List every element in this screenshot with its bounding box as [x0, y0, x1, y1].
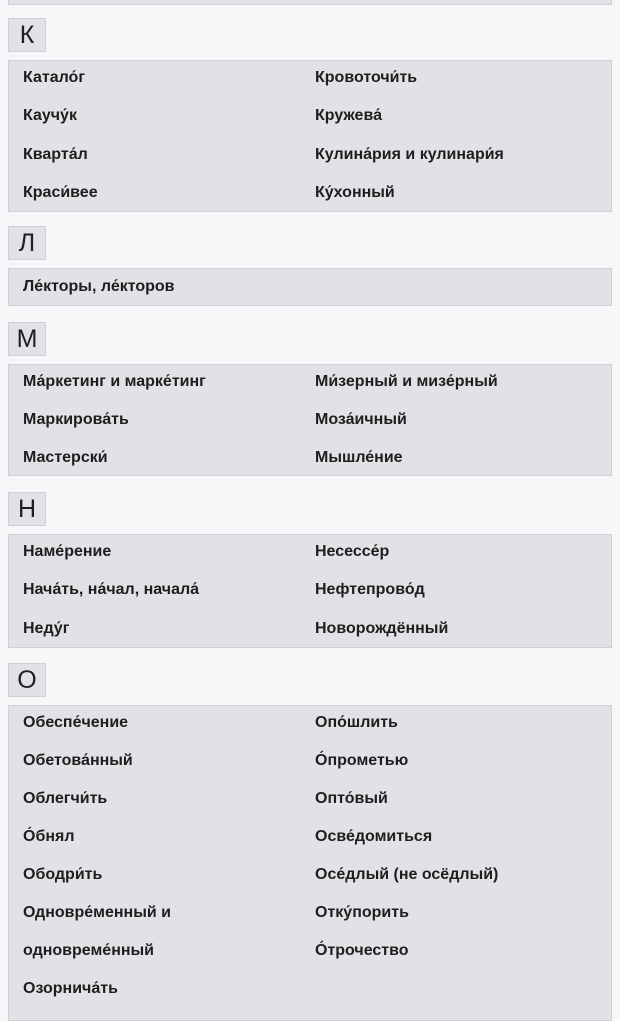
word-item: Катало́г	[23, 69, 85, 86]
word-item: Опто́вый	[315, 790, 388, 807]
section-letter: К	[8, 18, 46, 52]
word-item: Обеспе́чение	[23, 714, 129, 731]
word-item: Новорождённый	[315, 620, 449, 637]
word-item: Моза́ичный	[315, 411, 407, 428]
section-letter: Н	[8, 492, 46, 526]
word-item: Кварта́л	[23, 146, 88, 163]
word-item: одновреме́нный	[23, 942, 155, 959]
word-item: Ле́кторы, ле́кторов	[23, 278, 175, 295]
word-item: Мышле́ние	[315, 449, 403, 466]
word-item: Наме́рение	[23, 543, 112, 560]
section-l	[8, 226, 612, 295]
section-n	[8, 492, 612, 637]
word-list-box	[8, 364, 612, 476]
word-item: Обетова́нный	[23, 752, 133, 769]
word-item: Кружева́	[315, 107, 382, 124]
word-item: О́трочество	[315, 942, 409, 959]
word-item: Несессе́р	[315, 543, 390, 560]
word-item: Неду́г	[23, 620, 70, 637]
word-item: Озорнича́ть	[23, 980, 118, 997]
word-item: Ку́хонный	[315, 184, 395, 201]
word-item: Ми́зерный и мизе́рный	[315, 373, 498, 390]
word-list-box	[8, 60, 612, 212]
word-list-box	[8, 534, 612, 648]
word-item: Кровоточи́ть	[315, 69, 418, 86]
word-item: Одновре́менный и	[23, 904, 171, 921]
section-o	[8, 663, 612, 997]
word-item: Кулина́рия и кулинари́я	[315, 146, 504, 163]
word-item: Облегчи́ть	[23, 790, 108, 807]
word-item: Осве́домиться	[315, 828, 433, 845]
word-item: Отку́порить	[315, 904, 409, 921]
section-letter: М	[8, 322, 46, 356]
word-item: О́бнял	[23, 828, 75, 845]
section-k	[8, 18, 612, 201]
section-letter: О	[8, 663, 46, 697]
word-item: Нефтепрово́д	[315, 581, 425, 598]
section-m	[8, 322, 612, 466]
section-letter: Л	[8, 226, 46, 260]
word-item: Маркирова́ть	[23, 411, 129, 428]
word-item: Ободри́ть	[23, 866, 103, 883]
word-item: Нача́ть, на́чал, начала́	[23, 581, 200, 598]
word-item: Краси́вее	[23, 184, 98, 201]
word-list-box	[8, 268, 612, 306]
word-item: Ма́ркетинг и марке́тинг	[23, 373, 206, 390]
word-item: Осе́длый (не осёдлый)	[315, 866, 499, 883]
word-list-box	[8, 705, 612, 1021]
previous-section-box-edge	[8, 0, 612, 5]
word-item: Опо́шлить	[315, 714, 398, 731]
word-item: О́прометью	[315, 752, 409, 769]
word-item: Мастерски́	[23, 449, 108, 466]
word-item: Каучу́к	[23, 107, 77, 124]
